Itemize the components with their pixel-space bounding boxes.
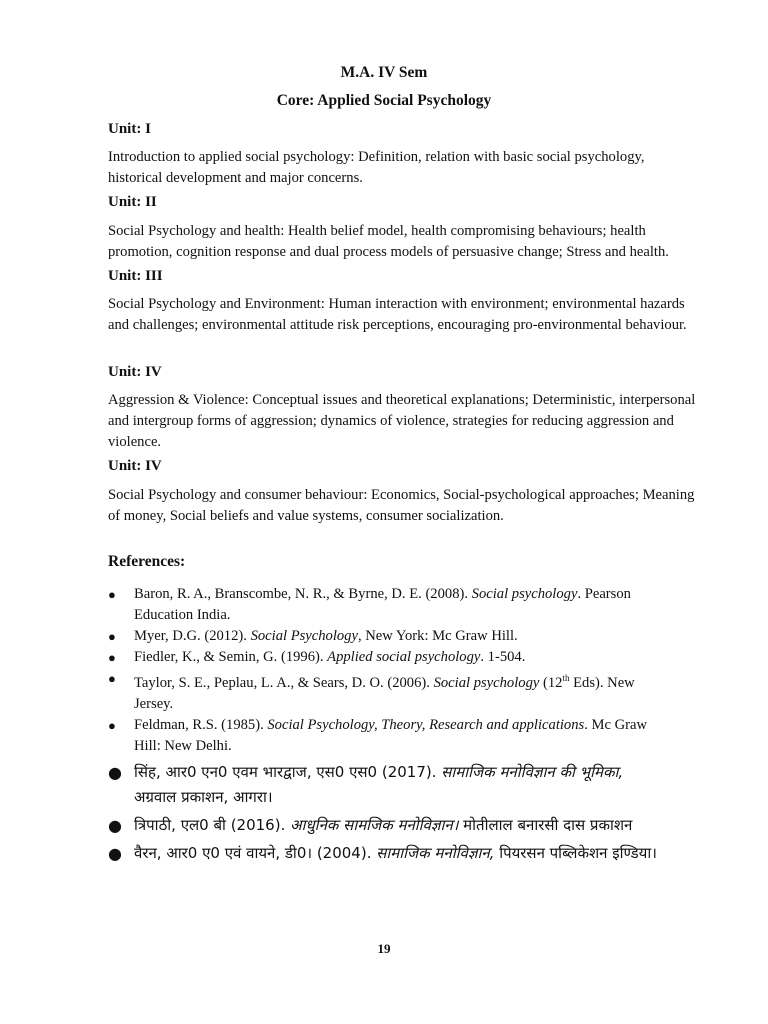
unit-1-text: Introduction to applied social psychology: Definition, relation with basic social psychology, historical development and major concerns. [108, 149, 645, 186]
unit-2-text: Social Psychology and health: Health belief model, health compromising behaviours; health promotion, cognition response and dual process models of persuasive change; Stress and health. [108, 223, 669, 260]
bullet-icon: ● [108, 629, 116, 644]
bullet-icon: ● [108, 815, 122, 835]
reference-item: ● Myer, D.G. (2012). Social Psychology, New York: Mc Graw Hill. [108, 626, 668, 647]
unit-5-heading: Unit: IV [108, 458, 162, 474]
page-number: 19 [377, 941, 391, 956]
bullet-icon: ● [108, 843, 122, 863]
bullet-icon: ● [108, 762, 122, 782]
unit-1-heading: Unit: I [108, 121, 151, 137]
reference-item: ● Fiedler, K., & Semin, G. (1996). Applied social psychology. 1-504. [108, 647, 668, 668]
reference-item: ● Taylor, S. E., Peplau, L. A., & Sears, D. O. (2006). Social psychology (12th Eds). New Jersey. [108, 668, 668, 715]
unit-4-text: Aggression & Violence: Conceptual issues and theoretical explanations; Deterministic, interpersonal and intergroup forms of aggression; dynamics of violence, strategies for reducing aggression and violence. [108, 392, 696, 450]
reference-item: ● Feldman, R.S. (1985). Social Psychology, Theory, Research and applications. Mc Graw Hill: New Delhi. [108, 716, 648, 754]
reference-item-hindi: ● वैरन, आर0 ए0 एवं वायने, डी0। (2004). सामाजिक मनोविज्ञान, पियरसन पब्लिकेशन इण्डिया। [108, 841, 668, 866]
unit-3-heading: Unit: III [108, 268, 163, 284]
reference-item: ● Baron, R. A., Branscombe, N. R., & Byrne, D. E. (2008). Social psychology. Pearson Education India. [108, 586, 631, 623]
reference-item-hindi: ● त्रिपाठी, एल0 बी (2016). आधुनिक सामजिक मनोविज्ञान। मोतीलाल बनारसी दास प्रकाशन [108, 813, 668, 838]
bullet-icon: ● [108, 671, 116, 686]
bullet-icon: ● [108, 717, 116, 733]
bullet-icon: ● [108, 587, 116, 602]
paper-title: Core: Applied Social Psychology [276, 92, 492, 109]
bullet-icon: ● [108, 650, 116, 665]
unit-2-heading: Unit: II [108, 194, 157, 210]
unit-3-text: Social Psychology and Environment: Human interaction with environment; environmental hazards and challenges; environmental attitude risk perceptions, encouraging pro-environmental behaviour. [108, 296, 687, 333]
course-heading: M.A. IV Sem [340, 64, 428, 81]
references-heading: References: [108, 553, 186, 570]
unit-5-text: Social Psychology and consumer behaviour: Economics, Social-psychological approaches; Meaning of money, Social beliefs and value systems, consumer socialization. [108, 487, 695, 524]
unit-4-heading: Unit: IV [108, 364, 162, 380]
reference-item-hindi: ● सिंह, आर0 एन0 एवम भारद्वाज, एस0 एस0 (2017). सामाजिक मनोविज्ञान की भूमिका, अग्रवाल प्रकाशन, आगरा। [108, 760, 668, 810]
references-list [108, 584, 668, 866]
